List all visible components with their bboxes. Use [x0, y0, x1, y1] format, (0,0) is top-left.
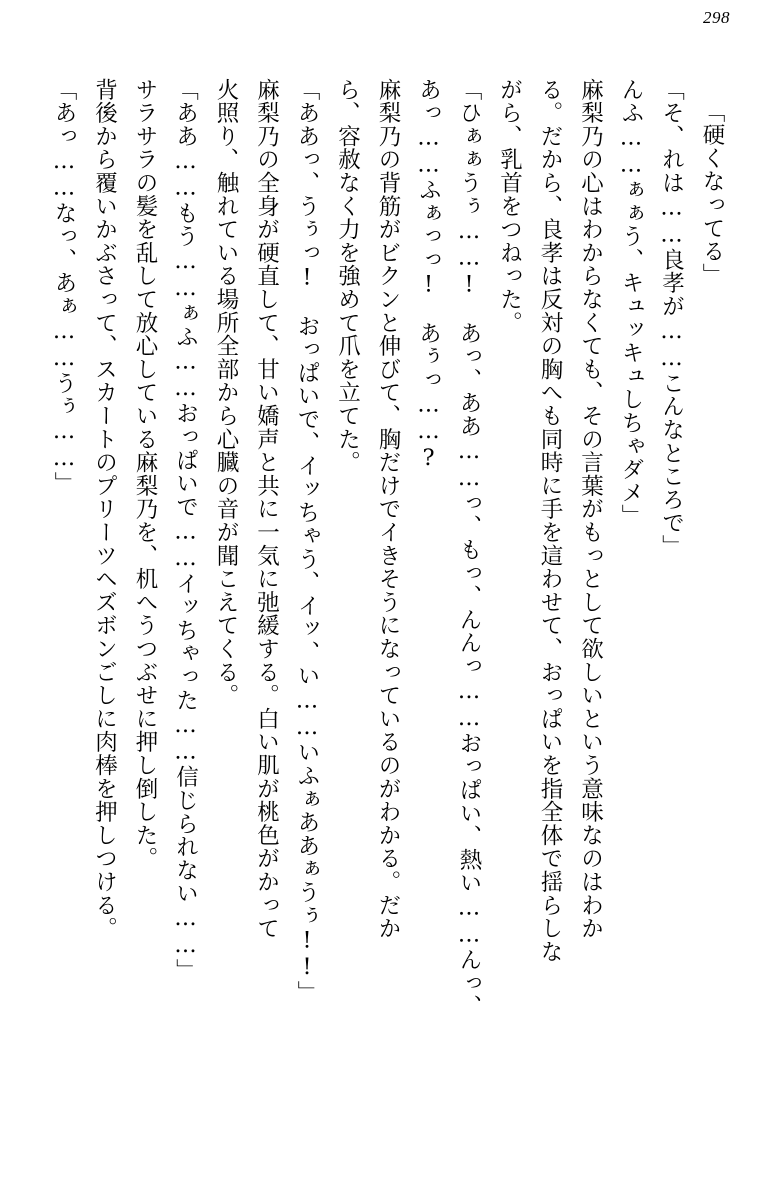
text-line: 「あっ……なっ、あぁ……うぅ……」: [51, 78, 77, 496]
text-line: 「そ、れは……良孝が……こんなところで」: [658, 78, 685, 558]
text-line: 「ああ……もう……ぁふ……おっぱいで……イッちゃった……信じられない……」: [172, 78, 199, 983]
text-line: 「ひぁぁうぅ……! あっ、ああ……っ、もっ、んんっ……おっぱい、熱い……んっ、: [456, 78, 482, 1019]
text-line: あっ……ふぁっっ! あぅっ……?: [415, 78, 442, 472]
text-line: 麻梨乃の背筋がビクンと伸びて、胸だけでイきそうになっているのがわかる。だか: [375, 78, 401, 941]
text-line: 火照り、触れている場所全部から心臓の音が聞こえてくる。: [213, 78, 239, 708]
text-line: がら、乳首をつねった。: [496, 78, 523, 335]
text-line: 「硬くなってる」: [699, 100, 725, 287]
text-line: 「ああっ、うぅっ! おっぱいで、イッちゃう、イッ、い……いふぁああぁうぅ!!」: [294, 78, 320, 1005]
page-text-body: [48, 78, 732, 1154]
text-line: サラサラの髪を乱して放心している麻梨乃を、机へうつぶせに押し倒した。: [132, 78, 158, 871]
text-line: 背後から覆いかぶさって、スカートのプリーツヘズボンごしに肉棒を押しつける。: [91, 78, 118, 941]
text-line: る。だから、良孝は反対の胸へも同時に手を這わせて、おっぱいを指全体で揺らしな: [537, 78, 563, 964]
page-number: 298: [703, 8, 730, 27]
text-line: 麻梨乃の心はわからなくても、その言葉がもっとして欲しいという意味なのはわか: [577, 78, 604, 941]
text-line: ら、容赦なく力を強めて爪を立てた。: [334, 78, 361, 475]
text-line: んふ……ぁぁう、キュッキュしちゃダメ」: [618, 78, 644, 528]
text-line: 麻梨乃の全身が硬直して、甘い嬌声と共に一気に弛緩する。白い肌が桃色がかって: [253, 78, 280, 941]
